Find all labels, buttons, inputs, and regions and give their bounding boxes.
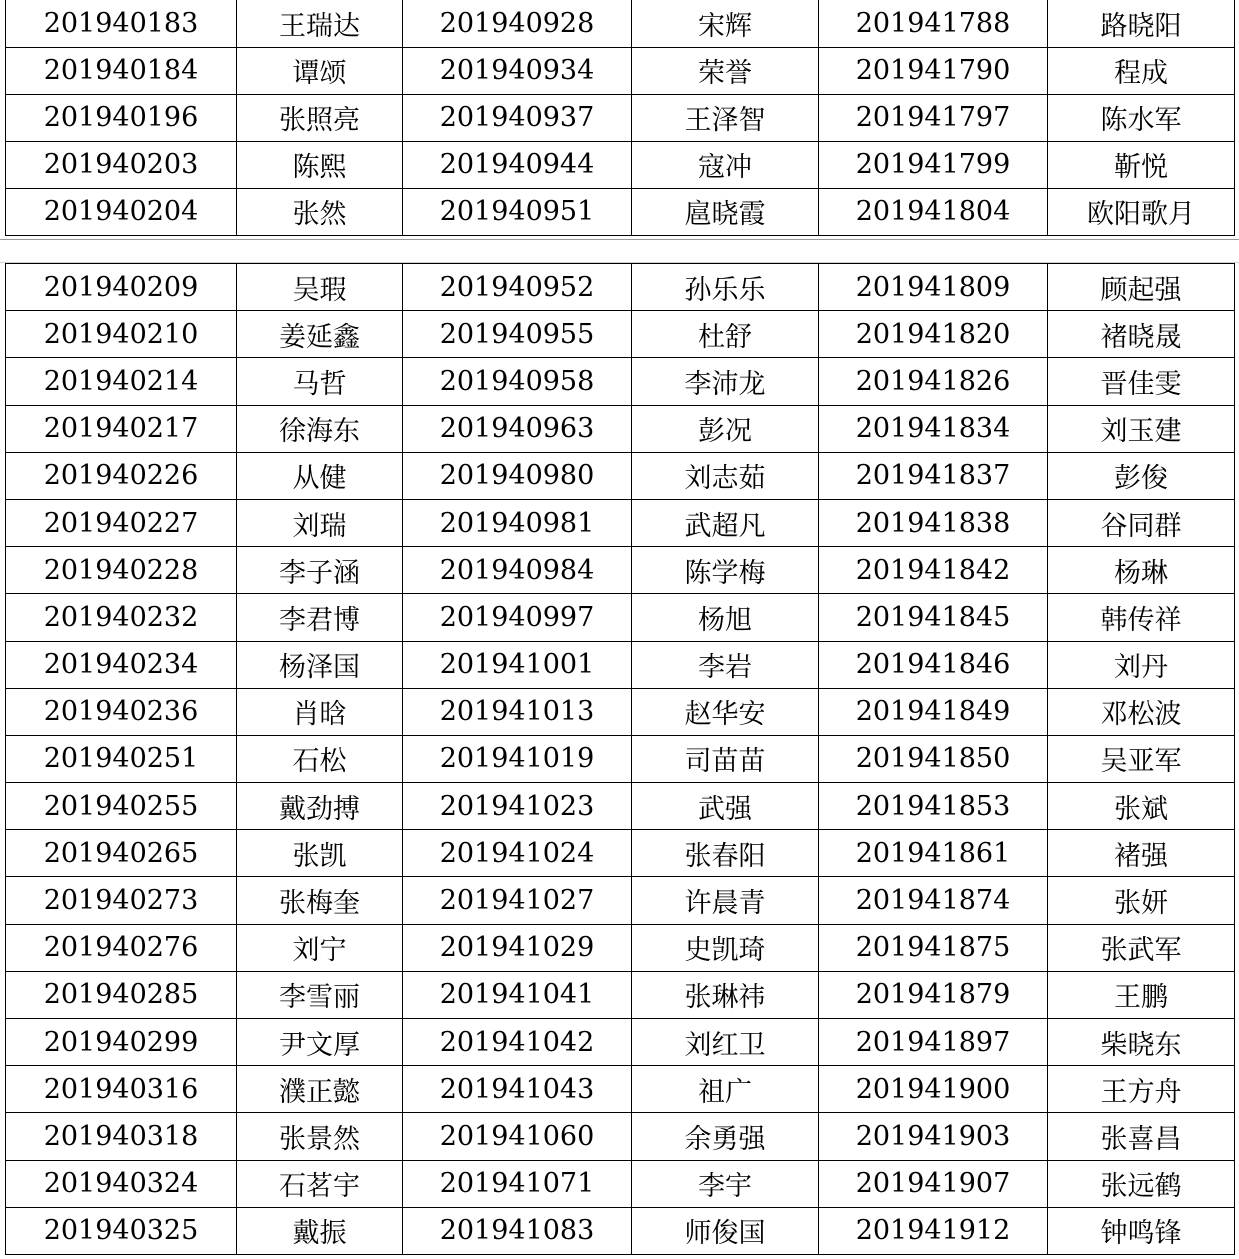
table-row (6, 0, 1235, 47)
table-row (6, 1019, 1235, 1066)
student-id-cell: 201941027 (403, 877, 632, 924)
student-name-cell: 武超凡 (632, 499, 819, 546)
student-name-cell: 从健 (237, 452, 403, 499)
student-name-cell: 张然 (237, 188, 403, 235)
student-id-cell: 201941042 (403, 1019, 632, 1066)
student-name-cell: 张远鹤 (1048, 1160, 1235, 1207)
page-break-top-edge (0, 239, 1239, 240)
student-name-cell: 欧阳歌月 (1048, 188, 1235, 235)
student-id-cell: 201940963 (403, 405, 632, 452)
student-id-cell: 201940937 (403, 94, 632, 141)
student-name-cell: 刘宁 (237, 924, 403, 971)
student-name-cell: 程成 (1048, 47, 1235, 94)
student-id-cell: 201941001 (403, 641, 632, 688)
student-id-cell: 201940228 (6, 547, 237, 594)
student-id-cell: 201940226 (6, 452, 237, 499)
student-name-cell: 肖晗 (237, 688, 403, 735)
student-name-cell: 刘红卫 (632, 1019, 819, 1066)
student-name-cell: 吴亚军 (1048, 735, 1235, 782)
student-name-cell: 张斌 (1048, 783, 1235, 830)
roster-table-body (6, 264, 1235, 1255)
student-id-cell: 201940984 (403, 547, 632, 594)
student-id-cell: 201941837 (819, 452, 1048, 499)
student-id-cell: 201940952 (403, 264, 632, 311)
student-name-cell: 褚强 (1048, 830, 1235, 877)
student-name-cell: 杨琳 (1048, 547, 1235, 594)
student-id-cell: 201940232 (6, 594, 237, 641)
student-name-cell: 邓松波 (1048, 688, 1235, 735)
student-name-cell: 张梅奎 (237, 877, 403, 924)
student-name-cell: 王鹏 (1048, 971, 1235, 1018)
student-id-cell: 201941071 (403, 1160, 632, 1207)
student-name-cell: 王瑞达 (237, 0, 403, 47)
student-id-cell: 201941799 (819, 141, 1048, 188)
student-name-cell: 张武军 (1048, 924, 1235, 971)
table-row (6, 264, 1235, 311)
student-id-cell: 201940183 (6, 0, 237, 47)
table-row (6, 783, 1235, 830)
student-name-cell: 刘志茹 (632, 452, 819, 499)
student-id-cell: 201940184 (6, 47, 237, 94)
student-name-cell: 陈水军 (1048, 94, 1235, 141)
student-name-cell: 韩传祥 (1048, 594, 1235, 641)
student-id-cell: 201941912 (819, 1207, 1048, 1254)
student-id-cell: 201941846 (819, 641, 1048, 688)
student-name-cell: 李雪丽 (237, 971, 403, 1018)
student-id-cell: 201941853 (819, 783, 1048, 830)
table-row (6, 358, 1235, 405)
student-id-cell: 201940934 (403, 47, 632, 94)
student-id-cell: 201941842 (819, 547, 1048, 594)
student-name-cell: 褚晓晟 (1048, 311, 1235, 358)
student-name-cell: 王方舟 (1048, 1066, 1235, 1113)
student-id-cell: 201941024 (403, 830, 632, 877)
student-name-cell: 徐海东 (237, 405, 403, 452)
table-row (6, 47, 1235, 94)
table-row (6, 688, 1235, 735)
student-id-cell: 201941788 (819, 0, 1048, 47)
student-id-cell: 201941826 (819, 358, 1048, 405)
student-id-cell: 201940209 (6, 264, 237, 311)
table-row (6, 1160, 1235, 1207)
student-name-cell: 李宇 (632, 1160, 819, 1207)
student-name-cell: 武强 (632, 783, 819, 830)
student-id-cell: 201940316 (6, 1066, 237, 1113)
student-id-cell: 201941834 (819, 405, 1048, 452)
student-name-cell: 孙乐乐 (632, 264, 819, 311)
student-id-cell: 201941804 (819, 188, 1048, 235)
student-name-cell: 马哲 (237, 358, 403, 405)
student-name-cell: 杜舒 (632, 311, 819, 358)
table-row (6, 924, 1235, 971)
student-id-cell: 201940285 (6, 971, 237, 1018)
page-section-bottom (5, 263, 1234, 1255)
student-name-cell: 杨泽国 (237, 641, 403, 688)
student-name-cell: 祖广 (632, 1066, 819, 1113)
student-id-cell: 201940955 (403, 311, 632, 358)
student-id-cell: 201941809 (819, 264, 1048, 311)
student-name-cell: 张景然 (237, 1113, 403, 1160)
student-name-cell: 张琳祎 (632, 971, 819, 1018)
student-name-cell: 濮正懿 (237, 1066, 403, 1113)
table-row (6, 971, 1235, 1018)
student-id-cell: 201940325 (6, 1207, 237, 1254)
student-name-cell: 谷同群 (1048, 499, 1235, 546)
student-id-cell: 201941083 (403, 1207, 632, 1254)
student-id-cell: 201940981 (403, 499, 632, 546)
student-id-cell: 201940276 (6, 924, 237, 971)
student-name-cell: 谭颂 (237, 47, 403, 94)
student-name-cell: 许晨青 (632, 877, 819, 924)
student-name-cell: 刘丹 (1048, 641, 1235, 688)
student-name-cell: 刘玉建 (1048, 405, 1235, 452)
student-id-cell: 201940234 (6, 641, 237, 688)
student-id-cell: 201941013 (403, 688, 632, 735)
student-name-cell: 石松 (237, 735, 403, 782)
student-name-cell: 柴晓东 (1048, 1019, 1235, 1066)
table-row (6, 594, 1235, 641)
student-id-cell: 201940265 (6, 830, 237, 877)
roster-table-bottom (5, 263, 1235, 1255)
table-row (6, 188, 1235, 235)
roster-table-body (6, 0, 1235, 235)
student-id-cell: 201941874 (819, 877, 1048, 924)
table-row (6, 1066, 1235, 1113)
student-id-cell: 201941845 (819, 594, 1048, 641)
student-id-cell: 201940944 (403, 141, 632, 188)
student-id-cell: 201941820 (819, 311, 1048, 358)
student-name-cell: 寇冲 (632, 141, 819, 188)
student-name-cell: 顾起强 (1048, 264, 1235, 311)
student-id-cell: 201941041 (403, 971, 632, 1018)
student-name-cell: 李君博 (237, 594, 403, 641)
student-id-cell: 201941790 (819, 47, 1048, 94)
student-id-cell: 201940273 (6, 877, 237, 924)
student-name-cell: 宋辉 (632, 0, 819, 47)
page-break (0, 239, 1239, 263)
table-row (6, 735, 1235, 782)
student-id-cell: 201941897 (819, 1019, 1048, 1066)
student-id-cell: 201941838 (819, 499, 1048, 546)
student-id-cell: 201941861 (819, 830, 1048, 877)
student-name-cell: 钟鸣锋 (1048, 1207, 1235, 1254)
student-id-cell: 201941023 (403, 783, 632, 830)
student-name-cell: 司苗苗 (632, 735, 819, 782)
student-name-cell: 赵华安 (632, 688, 819, 735)
student-name-cell: 路晓阳 (1048, 0, 1235, 47)
student-id-cell: 201940958 (403, 358, 632, 405)
student-name-cell: 荣誉 (632, 47, 819, 94)
student-id-cell: 201940203 (6, 141, 237, 188)
student-name-cell: 杨旭 (632, 594, 819, 641)
student-name-cell: 陈学梅 (632, 547, 819, 594)
student-id-cell: 201941907 (819, 1160, 1048, 1207)
student-name-cell: 张妍 (1048, 877, 1235, 924)
student-id-cell: 201940214 (6, 358, 237, 405)
page-section-top (5, 0, 1234, 236)
student-name-cell: 史凯琦 (632, 924, 819, 971)
student-name-cell: 张喜昌 (1048, 1113, 1235, 1160)
roster-table-top (5, 0, 1235, 236)
student-id-cell: 201940217 (6, 405, 237, 452)
table-row (6, 830, 1235, 877)
table-row (6, 1207, 1235, 1254)
student-name-cell: 张照亮 (237, 94, 403, 141)
student-id-cell: 201940196 (6, 94, 237, 141)
student-id-cell: 201941797 (819, 94, 1048, 141)
table-row (6, 499, 1235, 546)
student-id-cell: 201940299 (6, 1019, 237, 1066)
student-id-cell: 201941849 (819, 688, 1048, 735)
table-row (6, 405, 1235, 452)
student-id-cell: 201941875 (819, 924, 1048, 971)
student-id-cell: 201941850 (819, 735, 1048, 782)
student-id-cell: 201941900 (819, 1066, 1048, 1113)
student-id-cell: 201940980 (403, 452, 632, 499)
student-name-cell: 戴振 (237, 1207, 403, 1254)
student-id-cell: 201941903 (819, 1113, 1048, 1160)
student-name-cell: 李子涵 (237, 547, 403, 594)
student-id-cell: 201940236 (6, 688, 237, 735)
student-id-cell: 201940210 (6, 311, 237, 358)
student-name-cell: 扈晓霞 (632, 188, 819, 235)
student-name-cell: 彭俊 (1048, 452, 1235, 499)
student-name-cell: 余勇强 (632, 1113, 819, 1160)
student-id-cell: 201940951 (403, 188, 632, 235)
student-name-cell: 彭况 (632, 405, 819, 452)
student-name-cell: 靳悦 (1048, 141, 1235, 188)
student-id-cell: 201941043 (403, 1066, 632, 1113)
table-row (6, 877, 1235, 924)
table-row (6, 641, 1235, 688)
table-row (6, 141, 1235, 188)
student-name-cell: 刘瑞 (237, 499, 403, 546)
student-id-cell: 201940997 (403, 594, 632, 641)
student-name-cell: 王泽智 (632, 94, 819, 141)
student-id-cell: 201940251 (6, 735, 237, 782)
student-name-cell: 师俊国 (632, 1207, 819, 1254)
student-name-cell: 陈熙 (237, 141, 403, 188)
student-name-cell: 姜延鑫 (237, 311, 403, 358)
student-name-cell: 李岩 (632, 641, 819, 688)
student-name-cell: 尹文厚 (237, 1019, 403, 1066)
student-name-cell: 李沛龙 (632, 358, 819, 405)
student-id-cell: 201941019 (403, 735, 632, 782)
student-id-cell: 201941879 (819, 971, 1048, 1018)
student-id-cell: 201940318 (6, 1113, 237, 1160)
student-name-cell: 张凯 (237, 830, 403, 877)
student-name-cell: 张春阳 (632, 830, 819, 877)
table-row (6, 311, 1235, 358)
student-name-cell: 戴劲搏 (237, 783, 403, 830)
student-name-cell: 晋佳雯 (1048, 358, 1235, 405)
table-row (6, 1113, 1235, 1160)
student-id-cell: 201940324 (6, 1160, 237, 1207)
student-name-cell: 石茗宇 (237, 1160, 403, 1207)
table-row (6, 452, 1235, 499)
student-id-cell: 201940928 (403, 0, 632, 47)
student-name-cell: 吴瑕 (237, 264, 403, 311)
student-id-cell: 201941029 (403, 924, 632, 971)
student-id-cell: 201940227 (6, 499, 237, 546)
student-id-cell: 201940204 (6, 188, 237, 235)
student-id-cell: 201941060 (403, 1113, 632, 1160)
table-row (6, 547, 1235, 594)
table-row (6, 94, 1235, 141)
student-id-cell: 201940255 (6, 783, 237, 830)
